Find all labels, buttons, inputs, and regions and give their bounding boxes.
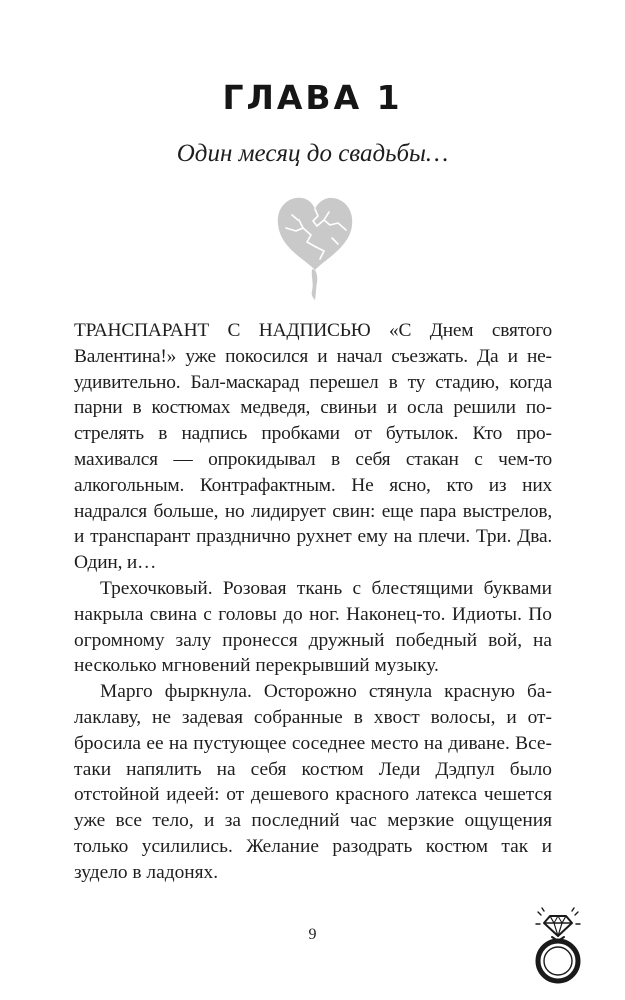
paragraph-2: Трехочковый. Розовая ткань с блестящими буквами накрыла свина с головы до ног. Наконец-то. Идиоты. По огромному залу пронесся дружный победный вой, на несколько мгновений перекрывший музыку.	[74, 577, 552, 677]
chapter-title: ГЛАВА 1	[222, 78, 403, 117]
chapter-body	[74, 318, 552, 886]
paragraph-3: Марго фыркнула. Осторожно стянула красную балаклаву, не задевая собранные в хвост волосы, и отбросила ее на пустующее соседнее место на диване. Все-таки напялить на себя костюм Леди Дэдпул было отстойной идеей: от дешевого красного латекса чешется уже все тело, и за последний час мерзкие ощущения только усилились. Желание разодрать костюм так и зудело в ладонях.	[74, 681, 552, 883]
page-number: 9	[308, 926, 317, 943]
cracked-heart-icon	[272, 190, 358, 300]
diamond-ring-icon	[532, 906, 584, 986]
chapter-subtitle: Один месяц до свадьбы…	[176, 140, 449, 167]
paragraph-1: ТРАНСПАРАНТ С НАДПИСЬЮ «С Днем святого Валентина!» уже покосился и начал съезжать. Да и неудивительно. Бал-маскарад перешел в ту стадию, когда парни в костюмах медведя, свиньи и осла решили пострелять в надпись пробками от бутылок. Кто промахивался — опрокидывал в себя стакан с чем-то алкогольным. Контрафактным. Не ясно, кто из них надрался больше, но лидирует свин: еще пара выстрелов, и транспарант празднично рухнет ему на плечи. Три. Два. Один, и…	[74, 320, 552, 574]
